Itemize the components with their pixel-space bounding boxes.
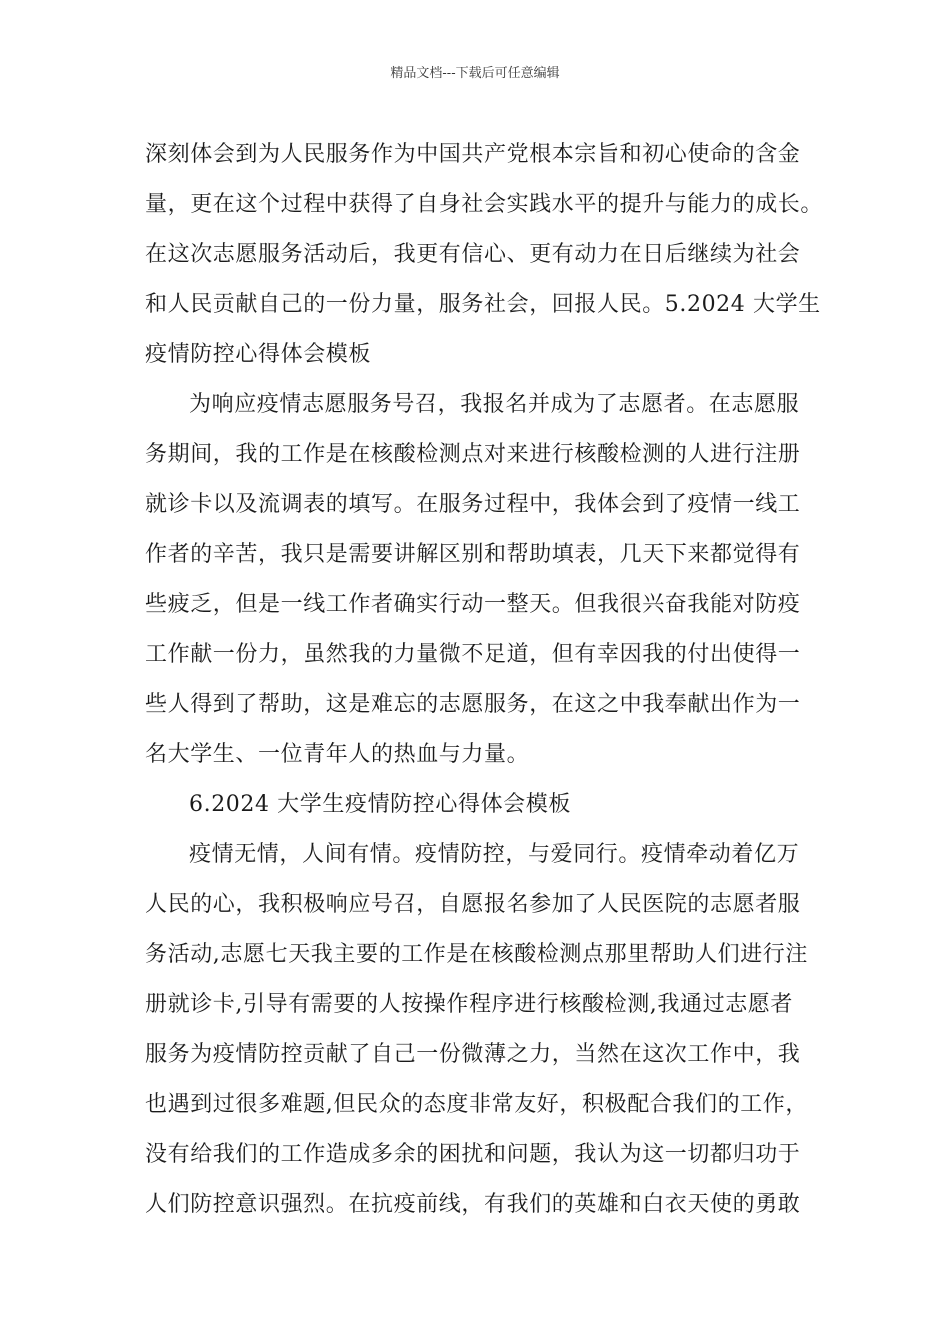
document-body	[145, 130, 824, 1230]
text-line: 人们防控意识强烈。在抗疫前线，有我们的英雄和白衣天使的勇敢	[145, 1192, 801, 1217]
text-line: 工作献一份力，虽然我的力量微不足道，但有幸因我的付出使得一	[145, 642, 801, 667]
text-line: 也遇到过很多难题,但民众的态度非常友好，积极配合我们的工作，	[145, 1092, 808, 1117]
text-line: 些人得到了帮助，这是难忘的志愿服务，在这之中我奉献出作为一	[145, 692, 801, 717]
page-header: 精品文档---下载后可任意编辑	[390, 66, 560, 81]
text-line: 务期间，我的工作是在核酸检测点对来进行核酸检测的人进行注册	[145, 442, 801, 467]
paragraph-start-line: 疫情无情，人间有情。疫情防控，与爱同行。疫情牵动着亿万	[189, 842, 800, 867]
text-line: 和人民贡献自己的一份力量，服务社会，回报人民。5.2024 大学生	[145, 292, 821, 317]
text-line: 册就诊卡,引导有需要的人按操作程序进行核酸检测,我通过志愿者	[145, 992, 793, 1017]
paragraph-start-line: 为响应疫情志愿服务号召，我报名并成为了志愿者。在志愿服	[189, 392, 800, 417]
text-line: 人民的心，我积极响应号召，自愿报名参加了人民医院的志愿者服	[145, 892, 801, 917]
section-heading: 6.2024 大学生疫情防控心得体会模板	[189, 792, 571, 817]
text-line: 就诊卡以及流调表的填写。在服务过程中，我体会到了疫情一线工	[145, 492, 801, 517]
text-line: 务活动,志愿七天我主要的工作是在核酸检测点那里帮助人们进行注	[145, 942, 808, 967]
text-line: 些疲乏，但是一线工作者确实行动一整天。但我很兴奋我能对防疫	[145, 592, 801, 617]
text-line: 作者的辛苦，我只是需要讲解区别和帮助填表，几天下来都觉得有	[145, 542, 801, 567]
text-line: 名大学生、一位青年人的热血与力量。	[145, 742, 530, 767]
text-line: 没有给我们的工作造成多余的困扰和问题，我认为这一切都归功于	[145, 1142, 801, 1167]
text-line: 在这次志愿服务活动后，我更有信心、更有动力在日后继续为社会	[145, 242, 801, 267]
text-line: 服务为疫情防控贡献了自己一份微薄之力，当然在这次工作中，我	[145, 1042, 801, 1067]
text-line: 量，更在这个过程中获得了自身社会实践水平的提升与能力的成长。	[145, 192, 824, 217]
text-line: 疫情防控心得体会模板	[145, 342, 372, 367]
text-line: 深刻体会到为人民服务作为中国共产党根本宗旨和初心使命的含金	[145, 142, 801, 167]
